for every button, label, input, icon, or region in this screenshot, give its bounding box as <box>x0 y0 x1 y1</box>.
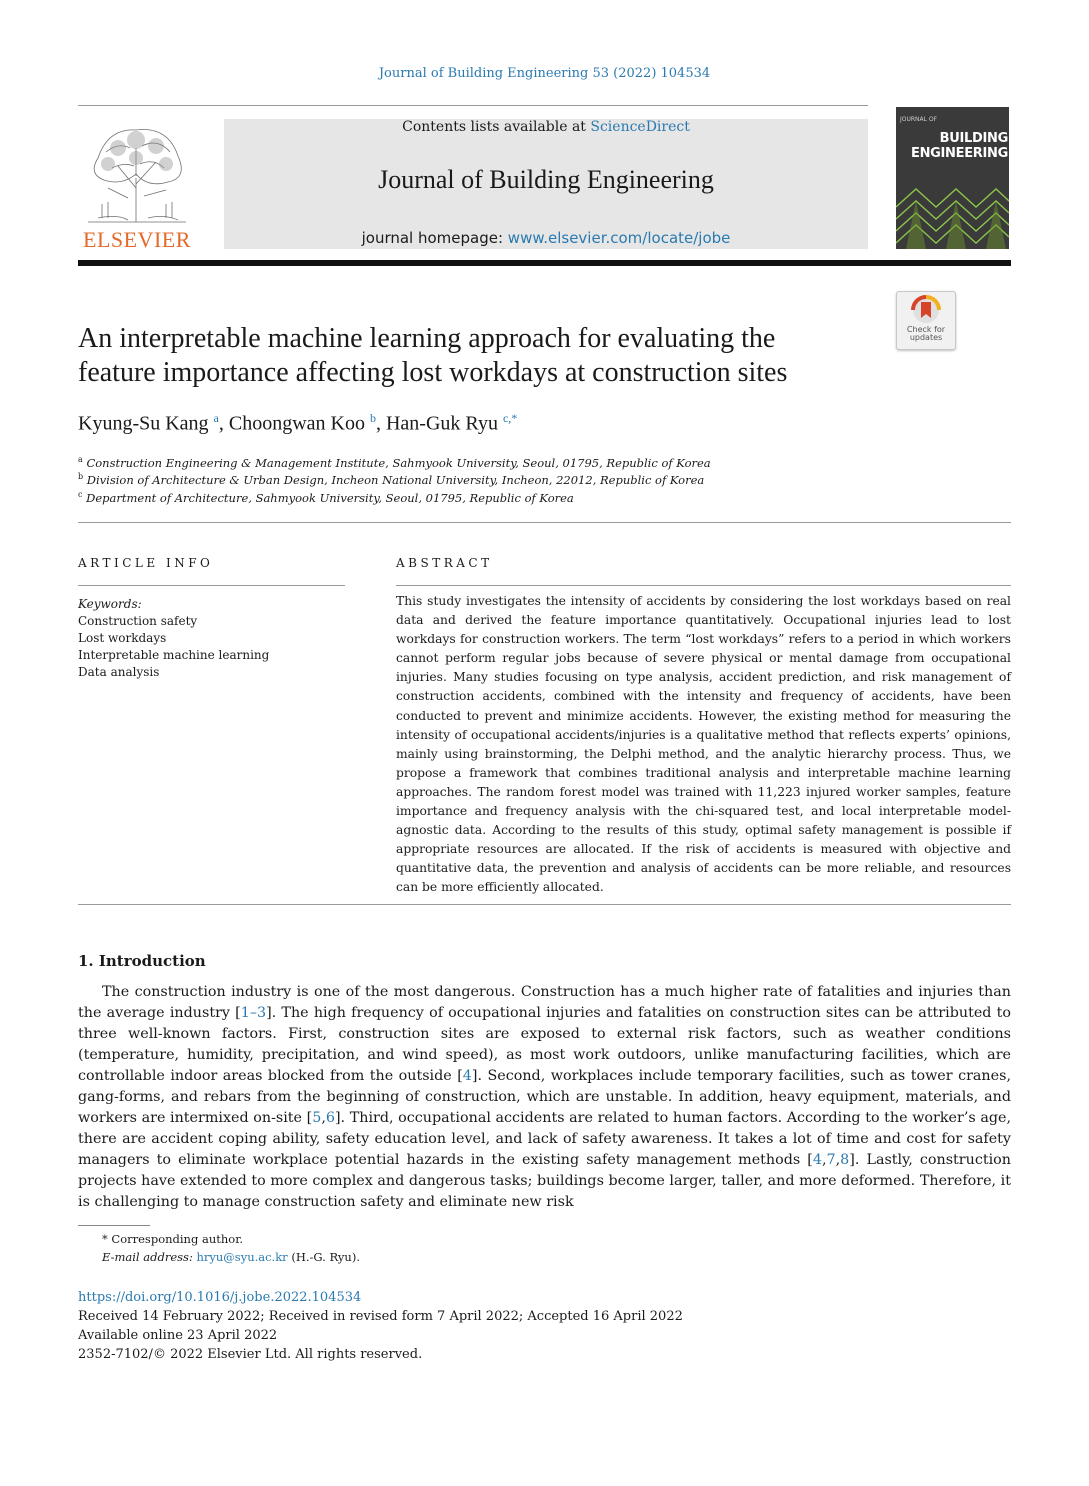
affiliation-text: Division of Architecture & Urban Design, Incheon National University, Incheon, 22012, Republic of Korea <box>86 472 705 487</box>
article-title <box>78 322 878 390</box>
reference-link[interactable]: 7 <box>826 1152 836 1168</box>
article-info-heading: ARTICLE INFO <box>78 556 214 570</box>
tree-icon <box>78 118 196 226</box>
keywords-block <box>78 596 269 681</box>
reference-link[interactable]: 5 <box>312 1110 322 1126</box>
reference-link[interactable]: 4 <box>462 1068 472 1084</box>
email-link[interactable]: hryu@syu.ac.kr <box>196 1250 288 1264</box>
abstract-text: This study investigates the intensity of accidents by considering the lost workdays based on real data and derived the feature importance quantitatively. Occupational injuries lead to lost workdays for construction workers. The term “lost workdays” refers to a period in which workers cannot perform regular jobs because of severe physical or mental damage from occupational injuries. Many studies focusing on type analysis, accident prediction, and risk management of construction accidents, combined with the intensity and frequency of accidents, have been conducted to prevent and minimize accidents. However, the existing method for measuring the intensity of occupational accidents/injuries is a qualitative method that reflects experts’ opinions, mainly using brainstorming, the Delphi method, and the analytic hierarchy process. Thus, we propose a framework that combines traditional analysis and interpretable machine learning approaches. The random forest model was trained with 11,223 injured worker samples, feature importance and frequency analysis with the chi-squared test, and local interpretable model-agnostic data. According to the results of this study, optimal safety management is possible if appropriate resources are allocated. If the risk of accidents is measured with objective and quantitative data, the prevention and analysis of accidents can be more reliable, and resources can be more efficiently allocated. <box>396 594 1011 895</box>
article-title-line2: feature importance affecting lost workdays at construction sites <box>78 357 788 388</box>
affiliation-marker: b <box>78 472 84 481</box>
article-info-rule <box>78 585 345 586</box>
check-for-updates-button[interactable] <box>896 291 956 350</box>
author-list: Kyung-Su Kang $^a$, Choongwan Koo $^b$, Han-Guk Ryu $^{c,*}$ <box>78 411 518 435</box>
introduction-paragraph: The construction industry is one of the most dangerous. Construction has a much higher rate of fatalities and injuries than the average industry [1–3]. The high frequency of occupational injuries and fatalities on construction sites can be attributed to three well-known factors. First, construction sites are exposed to external risk factors, such as weather conditions (temperature, humidity, precipitation, and wind speed), as most work outdoors, unlike manufacturing facilities, which are controllable indoor areas blocked from the outside [4]. Second, workplaces include temporary facilities, such as tower cranes, gang-forms, and rebars from the beginning of construction, which are unstable. In addition, heavy equipment, materials, and workers are intermixed on-site [5,6]. Third, occupational accidents are related to human factors. According to the worker’s age, there are accident coping ability, safety education level, and lack of safety awareness. It takes a lot of time and cost for safety managers to eliminate workplace potential hazards in the existing safety management methods [4,7,8]. Lastly, construction projects have extended to more complex and dangerous tasks; buildings become larger, taller, and more deformed. Therefore, it is challenging to manage construction safety and eliminate new risk <box>78 984 1012 1210</box>
cover-title-line1: BUILDING <box>939 131 1008 146</box>
copyright-notice: 2352-7102/© 2022 Elsevier Ltd. All rights reserved. <box>78 1347 423 1362</box>
affiliation-marker: c <box>78 490 83 499</box>
intro-text-segment: The construction industry is one of the most dangerous. Construction has a much higher rate of fatalities and injuries than the average industry [ <box>78 984 1011 1021</box>
reference-link[interactable]: 1–3 <box>240 1005 267 1021</box>
affiliation <box>78 455 711 470</box>
check-updates-label <box>897 326 955 342</box>
abstract-bottom-divider <box>78 904 1011 905</box>
publisher-name: ELSEVIER <box>83 227 191 252</box>
affiliation <box>78 472 704 487</box>
affiliation-text: Department of Architecture, Sahmyook University, Seoul, 01795, Republic of Korea <box>86 490 574 505</box>
author-name[interactable]: Choongwan Koo <box>228 412 365 435</box>
received-dates: Received 14 February 2022; Received in revised form 7 April 2022; Accepted 16 April 2022 <box>78 1309 683 1324</box>
header-divider <box>78 105 868 106</box>
keywords-label: Keywords: <box>78 597 142 611</box>
email-footnote <box>102 1250 360 1264</box>
reference-link[interactable]: 8 <box>840 1152 850 1168</box>
cover-building-graphic <box>896 107 1009 249</box>
corresponding-author-note: * Corresponding author. <box>102 1232 244 1246</box>
journal-title: Journal of Building Engineering <box>378 165 714 194</box>
keyword: Lost workdays <box>78 631 167 645</box>
affiliation <box>78 490 574 505</box>
journal-citation[interactable]: Journal of Building Engineering 53 (2022) 104534 <box>378 66 711 81</box>
author-affiliation-link[interactable]: b <box>369 411 376 425</box>
bookmark-icon <box>897 294 955 328</box>
intro-text-segment: ]. Second, workplaces include temporary facilities, such as tower cranes, gang-forms, and rebars from the beginning of construction, which are unstable. In addition, heavy equipment, materials, and workers are intermixed on-site [ <box>78 1068 1011 1126</box>
introduction-heading: 1. Introduction <box>78 952 206 970</box>
footnote-rule <box>78 1225 150 1226</box>
email-suffix: (H.-G. Ryu). <box>287 1250 360 1264</box>
intro-text-segment: ]. The high frequency of occupational injuries and fatalities on construction sites can be attributed to three well-known factors. First, construction sites are exposed to external risk factors, such as weather conditions (temperature, humidity, precipitation, and wind speed), as most work outdoors, unlike manufacturing facilities, which are controllable indoor areas blocked from the outside [ <box>78 1005 1011 1084</box>
homepage-link[interactable]: www.elsevier.com/locate/jobe <box>507 229 731 247</box>
contents-prefix: Contents lists available at <box>402 119 591 135</box>
contents-line <box>224 119 868 135</box>
available-online: Available online 23 April 2022 <box>78 1328 278 1343</box>
author-affiliation-link[interactable]: a <box>213 411 219 425</box>
keyword: Interpretable machine learning <box>78 648 270 662</box>
abstract-rule <box>396 585 1011 586</box>
keyword: Construction safety <box>78 614 198 628</box>
masthead-thick-rule <box>78 260 1011 266</box>
cover-title-line2: ENGINEERING <box>910 146 1008 161</box>
intro-text-segment: ]. Lastly, construction projects have extended to more complex and dangerous tasks; buildings become larger, taller, and more deformed. Therefore, it is challenging to manage construction safety and eliminate new risk <box>78 1152 1011 1210</box>
affiliation-marker: a <box>78 455 83 464</box>
check-updates-line2: updates <box>909 333 943 342</box>
cover-small-text: JOURNAL OF <box>900 116 938 123</box>
section-divider <box>78 522 1011 523</box>
article-title-line1: An interpretable machine learning approach for evaluating the <box>78 323 776 354</box>
author-name[interactable]: Han-Guk Ryu <box>385 412 498 435</box>
check-updates-line1: Check for <box>906 325 946 334</box>
sciencedirect-link[interactable]: ScienceDirect <box>590 119 690 135</box>
affiliation-text: Construction Engineering & Management Institute, Sahmyook University, Seoul, 01795, Republic of Korea <box>86 455 711 470</box>
keyword: Data analysis <box>78 665 160 679</box>
author-affiliation-link[interactable]: c,* <box>502 411 518 425</box>
reference-link[interactable]: 6 <box>325 1110 335 1126</box>
abstract-heading: ABSTRACT <box>396 556 493 570</box>
reference-link[interactable]: 4 <box>812 1152 822 1168</box>
email-label: E-mail address: <box>102 1250 197 1264</box>
journal-homepage <box>224 229 868 247</box>
journal-cover-image[interactable] <box>896 107 1009 249</box>
doi-link[interactable]: https://doi.org/10.1016/j.jobe.2022.104534 <box>78 1290 362 1305</box>
author-name[interactable]: Kyung-Su Kang <box>78 412 209 435</box>
intro-text-segment: ]. Third, occupational accidents are related to human factors. According to the worker’s age, there are accident coping ability, safety education level, and lack of safety awareness. It takes a lot of time and cost for safety managers to eliminate workplace potential hazards in the existing safety management methods [ <box>78 1110 1012 1168</box>
homepage-prefix: journal homepage: <box>361 229 508 247</box>
